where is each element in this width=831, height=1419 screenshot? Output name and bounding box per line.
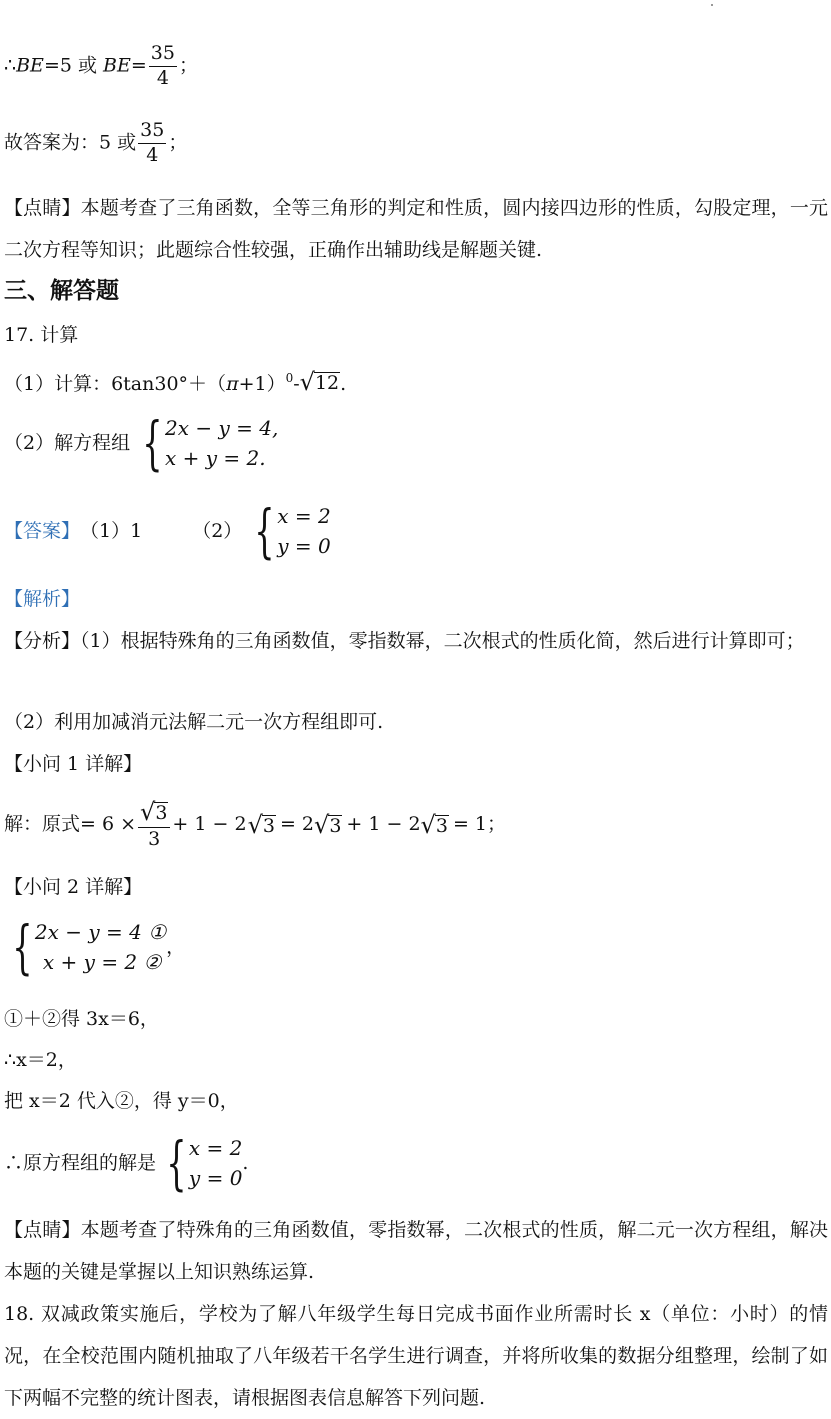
left-brace-icon: {	[166, 1129, 187, 1197]
left-brace-icon: {	[254, 497, 275, 565]
answer-row-y: y = 0	[277, 534, 331, 558]
step-2: ∴x＝2，	[4, 1049, 77, 1071]
final-row-x: x = 2	[188, 1136, 243, 1160]
answer-tag: 【答案】	[4, 519, 81, 542]
final-row-y: y = 0	[188, 1166, 243, 1190]
solution-a: = 6 ×	[80, 813, 137, 836]
system-row-2: x + y = 2.	[165, 446, 266, 470]
question-18: 18. 双减政策实施后，学校为了解八年级学生每日完成书面作业所需时长 x（单位：小时）的情况，在全校范围内随机抽取了八年级若干名学生进行调查，并将所收集的数据分组整理，绘制了如下两幅不完整的统计图表，请根据图表信息解答下列问题.	[4, 1303, 828, 1409]
final-system	[4, 1129, 249, 1197]
answer-part2-label: （2）	[192, 519, 243, 542]
answer-row	[4, 497, 331, 565]
final-rows	[189, 1138, 243, 1188]
fraction-numerator	[138, 800, 170, 828]
part2-prefix: （2）解方程组	[4, 431, 131, 454]
answer-row-x: x = 2	[277, 504, 331, 528]
system-row-1: 2x − y = 4,	[165, 416, 279, 440]
step-1: ①＋②得 3x＝6，	[4, 1008, 159, 1030]
answer-block	[4, 497, 331, 565]
step-3: 把 x＝2 代入②，得 y＝0，	[4, 1090, 239, 1112]
radicand: 3	[435, 815, 448, 838]
analysis-paragraph: 【分析】（1）根据特殊角的三角函数值，零指数幂，二次根式的性质化简，然后进行计算即可；	[4, 630, 805, 652]
eq-sign: =	[130, 54, 147, 77]
sqrt-3	[247, 810, 276, 839]
fraction-denominator: 3	[148, 827, 161, 850]
radicand: 3	[329, 815, 342, 838]
radical-sign: √	[299, 368, 315, 396]
pi-symbol: π	[226, 373, 239, 395]
answer-part1: （1）1	[80, 519, 143, 542]
question-17-part2	[4, 409, 279, 477]
final-prefix: ∴原方程组的解是	[4, 1151, 157, 1174]
point-note-2: 【点睛】本题考查了特殊角的三角函数值，零指数幂，二次根式的性质，解二元一次方程组，解决本题的关键是掌握以上知识熟练运算.	[4, 1219, 828, 1283]
sqrt-12	[300, 370, 340, 394]
answer-system-rows	[277, 506, 331, 556]
minus-sign: -	[293, 373, 300, 395]
point-note-1: 【点睛】本题考查了三角函数，全等三角形的判定和性质，圆内接四边形的性质，勾股定理，一元二次方程等知识；此题综合性较强，正确作出辅助线是解题关键.	[4, 197, 828, 261]
solution-f: + 1 − 2	[346, 813, 421, 836]
fraction-sqrt3-over-3	[138, 800, 170, 850]
scan-dot	[711, 4, 713, 6]
radicand: 12	[314, 372, 340, 395]
fraction-numerator: 35	[138, 121, 166, 144]
comma: ，	[166, 935, 186, 958]
fraction-denominator: 4	[156, 66, 169, 89]
sqrt-3	[420, 810, 449, 839]
solution-h: = 1；	[452, 813, 506, 836]
be-label-1: BE	[16, 54, 44, 77]
final-solution	[4, 1129, 249, 1197]
period: .	[340, 373, 347, 395]
period: .	[242, 1151, 249, 1174]
solution-line	[4, 800, 506, 850]
radicand: 3	[155, 802, 168, 825]
left-brace-icon: {	[12, 913, 33, 981]
subquestion-1-heading: 【小问 1 详解】	[4, 753, 143, 775]
part1-mid: +1）	[238, 373, 286, 395]
radical-sign: √	[140, 798, 156, 826]
sqrt-3	[314, 810, 342, 839]
fraction-35-4	[149, 44, 177, 89]
system-row-2: x + y = 2 ②	[42, 950, 162, 974]
analysis-tag: 【解析】	[4, 588, 81, 610]
conclusion-line	[4, 44, 198, 89]
system-rows	[165, 418, 278, 468]
question-17-title: 17. 计算	[4, 324, 79, 346]
fraction-denominator: 4	[146, 143, 159, 166]
equation-system	[4, 409, 279, 477]
zero-exponent: 0	[285, 371, 294, 385]
radical-sign: √	[314, 810, 330, 839]
equation-system	[4, 913, 186, 981]
system-row-1: 2x − y = 4 ①	[34, 920, 167, 944]
solution-expression	[4, 800, 506, 850]
solution-d: = 2	[279, 813, 315, 836]
radical-sign: √	[420, 810, 436, 839]
radicand: 3	[262, 815, 275, 838]
answer-prefix: 故答案为：5 或	[4, 131, 137, 154]
eq5-text: =5 或	[43, 54, 104, 77]
part1-prefix: （1）计算：6tan30°＋（	[4, 373, 227, 395]
line-end: ；	[168, 131, 188, 154]
subquestion-2-heading: 【小问 2 详解】	[4, 876, 143, 898]
question-17-part1	[4, 370, 346, 394]
line-end: ；	[178, 54, 198, 77]
sub2-system	[4, 913, 186, 981]
fraction-35-4	[138, 121, 166, 166]
therefore-symbol: ∴	[4, 54, 17, 77]
left-brace-icon: {	[142, 409, 163, 477]
answer-line	[4, 121, 187, 166]
solution-prefix: 解：原式	[4, 813, 81, 836]
radical-sign: √	[247, 810, 263, 839]
section-heading: 三、解答题	[4, 278, 119, 304]
be-label-2: BE	[103, 54, 131, 77]
solution-b: + 1 − 2	[172, 813, 247, 836]
fraction-numerator: 35	[149, 44, 177, 67]
analysis-part2: （2）利用加减消元法解二元一次方程组即可.	[4, 711, 384, 733]
system-rows	[35, 922, 166, 972]
